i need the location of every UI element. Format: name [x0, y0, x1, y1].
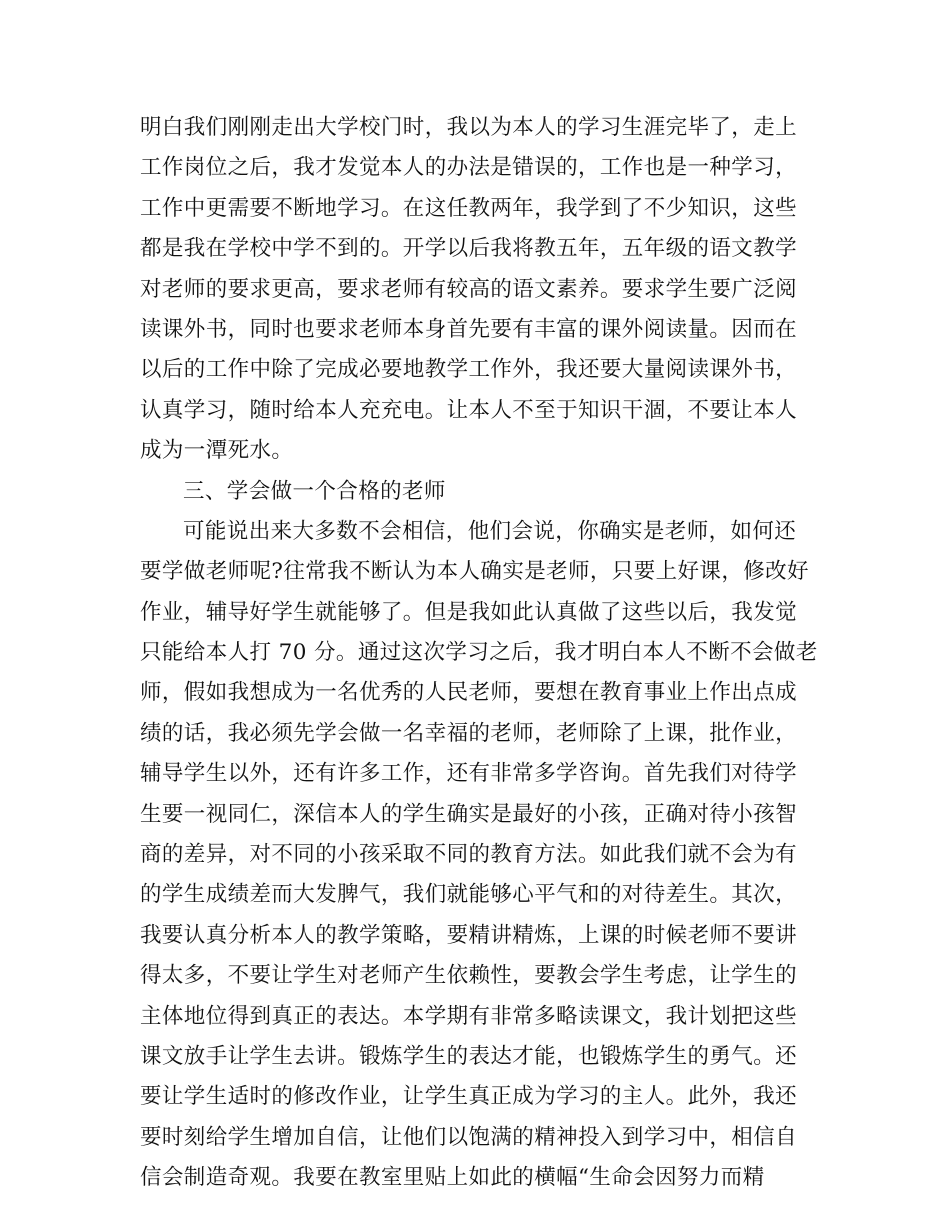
section-heading: 三、学会做一个合格的老师 — [183, 478, 446, 504]
text-line: 成为一潭死水。 — [140, 438, 294, 464]
paragraph-1 — [140, 108, 820, 472]
text-line: 认真学习，随时给本人充充电。让本人不至于知识干涸，不要让本人 — [140, 397, 798, 423]
text-line: 要学做老师呢?往常我不断认为本人确实是老师，只要上好课，修改好 — [140, 559, 809, 585]
text-line: 课文放手让学生去讲。锻炼学生的表达才能，也锻炼学生的勇气。还 — [140, 1043, 798, 1069]
text-line: 可能说出来大多数不会相信，他们会说，你确实是老师，如何还 — [183, 518, 797, 544]
text-line: 工作岗位之后，我才发觉本人的办法是错误的，工作也是一种学习， — [140, 155, 798, 181]
body-text — [140, 108, 820, 1199]
paragraph-2 — [140, 512, 820, 1199]
text-line: 要让学生适时的修改作业，让学生真正成为学习的主人。此外，我还 — [140, 1084, 798, 1110]
text-line: 都是我在学校中学不到的。开学以后我将教五年，五年级的语文教学 — [140, 236, 798, 262]
text-line: 作业，辅导好学生就能够了。但是我如此认真做了这些以后，我发觉 — [140, 599, 798, 625]
text-line: 师，假如我想成为一名优秀的人民老师，要想在教育事业上作出点成 — [140, 680, 798, 706]
text-line: 商的差异，对不同的小孩采取不同的教育方法。如此我们就不会为有 — [140, 842, 798, 868]
text-line: 工作中更需要不断地学习。在这任教两年，我学到了不少知识，这些 — [140, 195, 798, 221]
text-line: 辅导学生以外，还有许多工作，还有非常多学咨询。首先我们对待学 — [140, 761, 798, 787]
text-line: 读课外书，同时也要求老师本身首先要有丰富的课外阅读量。因而在 — [140, 316, 798, 342]
text-line: 以后的工作中除了完成必要地教学工作外，我还要大量阅读课外书， — [140, 357, 798, 383]
text-line: 得太多，不要让学生对老师产生依赖性，要教会学生考虑，让学生的 — [140, 963, 798, 989]
text-line: 生要一视同仁，深信本人的学生确实是最好的小孩，正确对待小孩智 — [140, 801, 798, 827]
text-line: 明白我们刚刚走出大学校门时，我以为本人的学习生涯完毕了，走上 — [140, 115, 798, 140]
text-line: 绩的话，我必须先学会做一名幸福的老师，老师除了上课，批作业， — [140, 720, 798, 746]
text-line: 信会制造奇观。我要在教室里贴上如此的横幅“生命会因努力而精 — [140, 1165, 765, 1191]
text-line: 只能给本人打 70 分。通过这次学习之后，我才明白本人不断不会做老 — [140, 640, 818, 666]
text-line: 对老师的要求更高，要求老师有较高的语文素养。要求学生要广泛阅 — [140, 276, 798, 302]
text-line: 我要认真分析本人的教学策略，要精讲精炼，上课的时候老师不要讲 — [140, 922, 798, 948]
text-line: 主体地位得到真正的表达。本学期有非常多略读课文，我计划把这些 — [140, 1003, 798, 1029]
text-line: 的学生成绩差而大发脾气，我们就能够心平气和的对待差生。其次， — [140, 882, 798, 908]
text-line: 要时刻给学生增加自信，让他们以饱满的精神投入到学习中，相信自 — [140, 1124, 798, 1150]
